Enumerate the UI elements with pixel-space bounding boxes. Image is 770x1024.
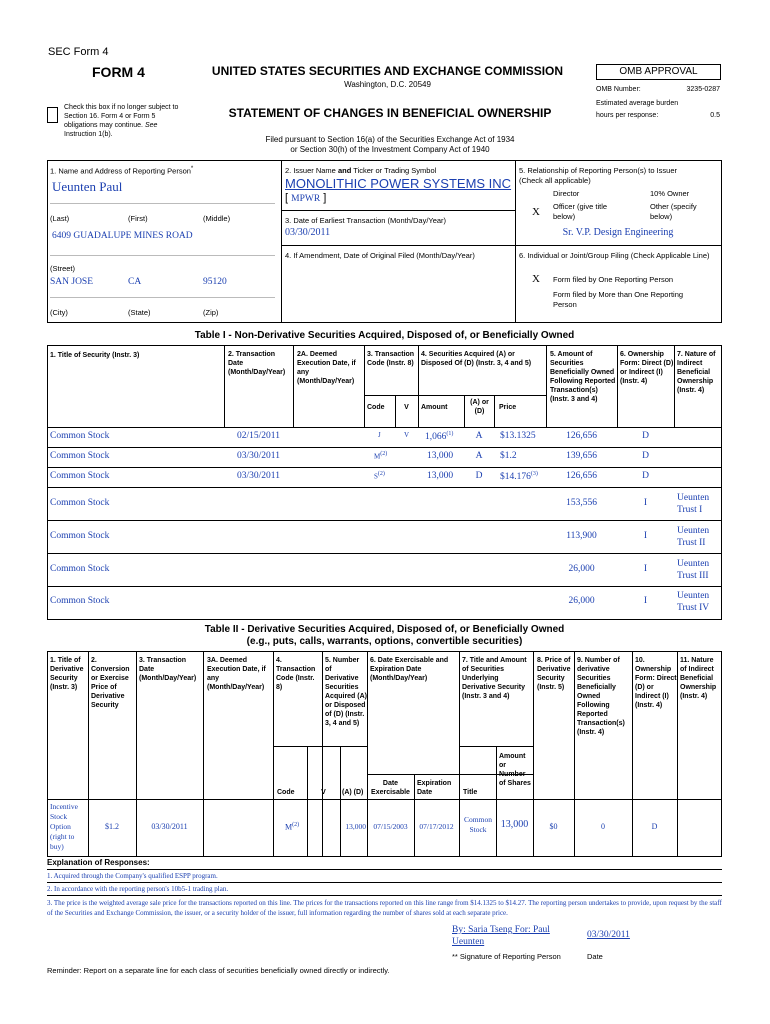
deriv-disposed: 13,000 xyxy=(345,822,366,831)
sec-form-label: SEC Form 4 xyxy=(48,46,109,58)
other-label: Other (specify below) xyxy=(650,202,697,221)
more-persons-label: Form filed by More than One Reporting Person xyxy=(553,290,684,309)
deriv-underlying-amount: 13,000 xyxy=(500,819,529,830)
row-ad: D xyxy=(475,471,483,481)
row-amount: 13,000 xyxy=(427,471,454,481)
t2-header-nature: 11. Nature of Indirect Beneficial Ownership (Instr. 4) xyxy=(680,657,717,700)
t2-sub-title: Title xyxy=(463,789,478,796)
row-nature: Ueunten Trust III xyxy=(677,559,710,581)
row-v: V xyxy=(403,431,410,439)
form-title: FORM 4 xyxy=(92,64,145,80)
agency-address: Washington, D.C. 20549 xyxy=(344,80,431,89)
t2-header-form: 10. Ownership Form: Direct (D) or Indirect (I) (Instr. 4) xyxy=(635,657,677,709)
officer-label: Officer (give title below) xyxy=(553,202,608,221)
t1-header-date: 2. Transaction Date (Month/Day/Year) xyxy=(228,351,286,376)
t2-sub-amount: Amount or Number of Shares xyxy=(499,753,531,787)
row-code: J xyxy=(378,431,381,439)
box2-label: 2. Issuer Name and Ticker or Trading Symbol xyxy=(285,166,437,175)
row-form: I xyxy=(643,531,648,541)
footnote-3: 3. The price is the weighted average sale price for the transactions reported on this line. The prices for the transactions reported on this line range from $14.1325 to $14.27. The reporting person undertakes to provide, upon request by the staff of the Securities and Exchange Commission, the issuer, or a security holder of the issuer, full information regarding the number of shares sold at each separate price. xyxy=(47,899,722,917)
row-price: $13.1325 xyxy=(500,431,536,441)
deriv-owned: 0 xyxy=(601,822,605,831)
filed-pursuant-1: Filed pursuant to Section 16(a) of the Securities Exchange Act of 1934 xyxy=(265,135,515,144)
t1-header-owned: 5. Amount of Securities Beneficially Owned Following Reported Transaction(s) (Instr. 3 and 4) xyxy=(550,351,616,403)
box5-label: 5. Relationship of Reporting Person(s) to Issuer (Check all applicable) xyxy=(519,166,677,185)
t2-header-owned: 9. Number of derivative Securities Beneficially Owned Following Reported Transaction(s) (Instr. 4) xyxy=(577,657,625,736)
row-title: Common Stock xyxy=(50,471,110,481)
deriv-form: D xyxy=(651,822,658,831)
row-title: Common Stock xyxy=(50,451,110,461)
ticker-symbol: [ MPWR ] xyxy=(285,192,327,204)
footnote-2: 2. In accordance with the reporting person's 10b5-1 trading plan. xyxy=(47,885,229,893)
row-date: 02/15/2011 xyxy=(237,431,280,441)
t2-header-underlying: 7. Title and Amount of Securities Underlying Derivative Security (Instr. 3 and 4) xyxy=(462,657,527,700)
zip-value: 95120 xyxy=(203,277,227,287)
t1-header-code: 3. Transaction Code (Instr. 8) xyxy=(367,351,415,367)
omb-number-label: OMB Number: xyxy=(596,86,641,93)
box6-label: 6. Individual or Joint/Group Filing (Check Applicable Line) xyxy=(519,251,710,260)
box1-label: 1. Name and Address of Reporting Person* xyxy=(50,166,194,176)
state-label: (State) xyxy=(128,308,151,317)
deriv-date: 03/30/2011 xyxy=(151,822,188,831)
omb-burden-label: Estimated average burden xyxy=(596,100,679,107)
row-owned: 26,000 xyxy=(568,596,595,606)
t2-sub-ad: (A) (D) xyxy=(342,789,364,796)
omb-hours-label: hours per response: xyxy=(596,112,659,119)
row-price: $1.2 xyxy=(500,451,517,461)
box3-label: 3. Date of Earliest Transaction (Month/Day/Year) xyxy=(285,216,447,225)
row-nature: Ueunten Trust IV xyxy=(677,591,710,613)
box4-label: 4. If Amendment, Date of Original Filed (Month/Day/Year) xyxy=(285,251,475,260)
t2-header-title: 1. Title of Derivative Security (Instr. 3) xyxy=(50,657,84,691)
t1-sub-v: V xyxy=(404,404,409,411)
row-title: Common Stock xyxy=(50,431,110,441)
deriv-expiration: 07/17/2012 xyxy=(419,822,454,831)
ten-pct-owner-label: 10% Owner xyxy=(650,189,690,198)
row-form: I xyxy=(643,596,648,606)
reporting-person-name: Ueunten Paul xyxy=(52,179,123,194)
filed-pursuant-2: or Section 30(h) of the Investment Company Act of 1940 xyxy=(290,145,490,154)
row-ad: A xyxy=(475,451,483,461)
t2-header-deemed: 3A. Deemed Execution Date, if any (Month/Day/Year) xyxy=(207,657,266,691)
row-owned: 113,900 xyxy=(566,531,597,541)
t2-sub-code: Code xyxy=(277,789,295,796)
statement-title: STATEMENT OF CHANGES IN BENEFICIAL OWNERSHIP xyxy=(228,106,552,120)
deriv-title: Incentive Stock Option (right to buy) xyxy=(50,802,78,851)
omb-title: OMB APPROVAL xyxy=(596,64,721,80)
row-date: 03/30/2011 xyxy=(237,451,280,461)
t2-header-dprice: 8. Price of Derivative Security (Instr. 5) xyxy=(537,657,571,691)
t2-header-date: 3. Transaction Date (Month/Day/Year) xyxy=(139,657,197,682)
t2-header-dates: 6. Date Exercisable and Expiration Date (Month/Day/Year) xyxy=(370,657,449,682)
row-date: 03/30/2011 xyxy=(237,471,280,481)
deriv-exercisable: 07/15/2003 xyxy=(373,822,408,831)
t1-sub-aord: (A) or (D) xyxy=(470,399,489,415)
t2-sub-exercisable: Date Exercisable xyxy=(371,780,410,796)
row-title: Common Stock xyxy=(50,596,110,606)
state-value: CA xyxy=(128,277,142,287)
row-title: Common Stock xyxy=(50,498,110,508)
t1-sub-price: Price xyxy=(499,404,517,411)
row-price: $14.176$^{(3)}$ xyxy=(500,471,538,483)
row-amount: 1,066$^{(1)}$ xyxy=(425,431,454,443)
t2-header-price: 2. Conversion or Exercise Price of Derivative Security xyxy=(91,657,130,709)
row-amount: 13,000 xyxy=(427,451,454,461)
t2-sub-v: V xyxy=(321,789,326,796)
table2-title: Table II - Derivative Securities Acquired, Disposed of, or Beneficially Owned xyxy=(204,624,565,635)
city-value: SAN JOSE xyxy=(50,277,94,287)
checkbox-instructions: Check this box if no longer subject to Section 16. Form 4 or Form 5 obligations may continue. See Instruction 1(b). xyxy=(64,104,179,138)
one-person-label: Form filed by One Reporting Person xyxy=(553,275,674,284)
director-label: Director xyxy=(553,189,580,198)
row-form: I xyxy=(643,498,648,508)
table2-subtitle: (e.g., puts, calls, warrants, options, convertible securities) xyxy=(246,636,523,647)
row-title: Common Stock xyxy=(50,564,110,574)
officer-checkmark: X xyxy=(532,206,540,218)
t1-header-title: 1. Title of Security (Instr. 3) xyxy=(50,352,140,359)
row-title: Common Stock xyxy=(50,531,110,541)
last-label: (Last) xyxy=(50,214,70,223)
row-form: D xyxy=(642,471,649,481)
reminder-text: Reminder: Report on a separate line for each class of securities beneficially owned directly or indirectly. xyxy=(47,966,390,975)
deriv-code: $M^{(2)}$ xyxy=(285,822,300,832)
officer-title: Sr. V.P. Design Engineering xyxy=(562,227,674,238)
row-form: D xyxy=(642,451,649,461)
footnote-1: 1. Acquired through the Company's qualified ESPP program. xyxy=(47,872,218,880)
t1-header-securities: 4. Securities Acquired (A) or Disposed Of (D) (Instr. 3, 4 and 5) xyxy=(421,351,532,367)
row-owned: 139,656 xyxy=(566,451,597,461)
one-person-checkmark: X xyxy=(532,273,540,285)
row-code: S(2) xyxy=(374,471,385,481)
t1-sub-code: Code xyxy=(367,404,385,411)
signature-by: By: Saria Tseng For: Paul Ueunten xyxy=(452,925,550,947)
row-form: D xyxy=(642,431,649,441)
t1-header-nature: 7. Nature of Indirect Beneficial Ownership (Instr. 4) xyxy=(677,351,716,394)
earliest-transaction-date: 03/30/2011 xyxy=(285,227,331,238)
omb-hours-value: 0.5 xyxy=(710,112,720,119)
agency-title: UNITED STATES SECURITIES AND EXCHANGE COMMISSION xyxy=(211,64,564,78)
t1-header-deemed: 2A. Deemed Execution Date, if any (Month/Day/Year) xyxy=(297,351,356,385)
street-label: (Street) xyxy=(50,264,76,273)
explanation-title: Explanation of Responses: xyxy=(47,858,150,867)
row-nature: Ueunten Trust I xyxy=(677,493,710,515)
deriv-price-paid: $0 xyxy=(549,822,558,831)
row-owned: 26,000 xyxy=(568,564,595,574)
row-nature: Ueunten Trust II xyxy=(677,526,710,548)
row-owned: 126,656 xyxy=(566,431,597,441)
street-value: 6409 GUADALUPE MINES ROAD xyxy=(52,231,193,241)
zip-label: (Zip) xyxy=(203,308,219,317)
middle-label: (Middle) xyxy=(203,214,231,223)
signature-label: ** Signature of Reporting Person xyxy=(452,952,561,961)
row-owned: 126,656 xyxy=(566,471,597,481)
issuer-name[interactable]: MONOLITHIC POWER SYSTEMS INC xyxy=(285,176,512,191)
omb-approval-box xyxy=(596,64,721,124)
row-ad: A xyxy=(475,431,483,441)
row-owned: 153,556 xyxy=(566,498,597,508)
city-label: (City) xyxy=(50,308,68,317)
deriv-price: $1.2 xyxy=(105,822,119,831)
row-code: M(2) xyxy=(374,451,388,461)
deriv-underlying-title: Common Stock xyxy=(464,815,492,834)
t1-sub-amount: Amount xyxy=(421,404,448,411)
no-longer-subject-checkbox[interactable] xyxy=(47,107,58,123)
signature-date: 03/30/2011 xyxy=(587,930,630,940)
omb-number-value: 3235-0287 xyxy=(686,86,720,93)
first-label: (First) xyxy=(128,214,148,223)
t2-header-code: 4. Transaction Code (Instr. 8) xyxy=(276,657,316,691)
row-form: I xyxy=(643,564,648,574)
table1-title: Table I - Non-Derivative Securities Acquired, Disposed of, or Beneficially Owned xyxy=(194,330,575,341)
date-label: Date xyxy=(587,952,603,961)
t2-header-number: 5. Number of Derivative Securities Acquired (A) or Disposed of (D) (Instr. 3, 4 and 5) xyxy=(325,657,367,727)
t2-sub-expiration: Expiration Date xyxy=(417,780,452,796)
t1-header-form: 6. Ownership Form: Direct (D) or Indirect (I) (Instr. 4) xyxy=(620,351,674,385)
